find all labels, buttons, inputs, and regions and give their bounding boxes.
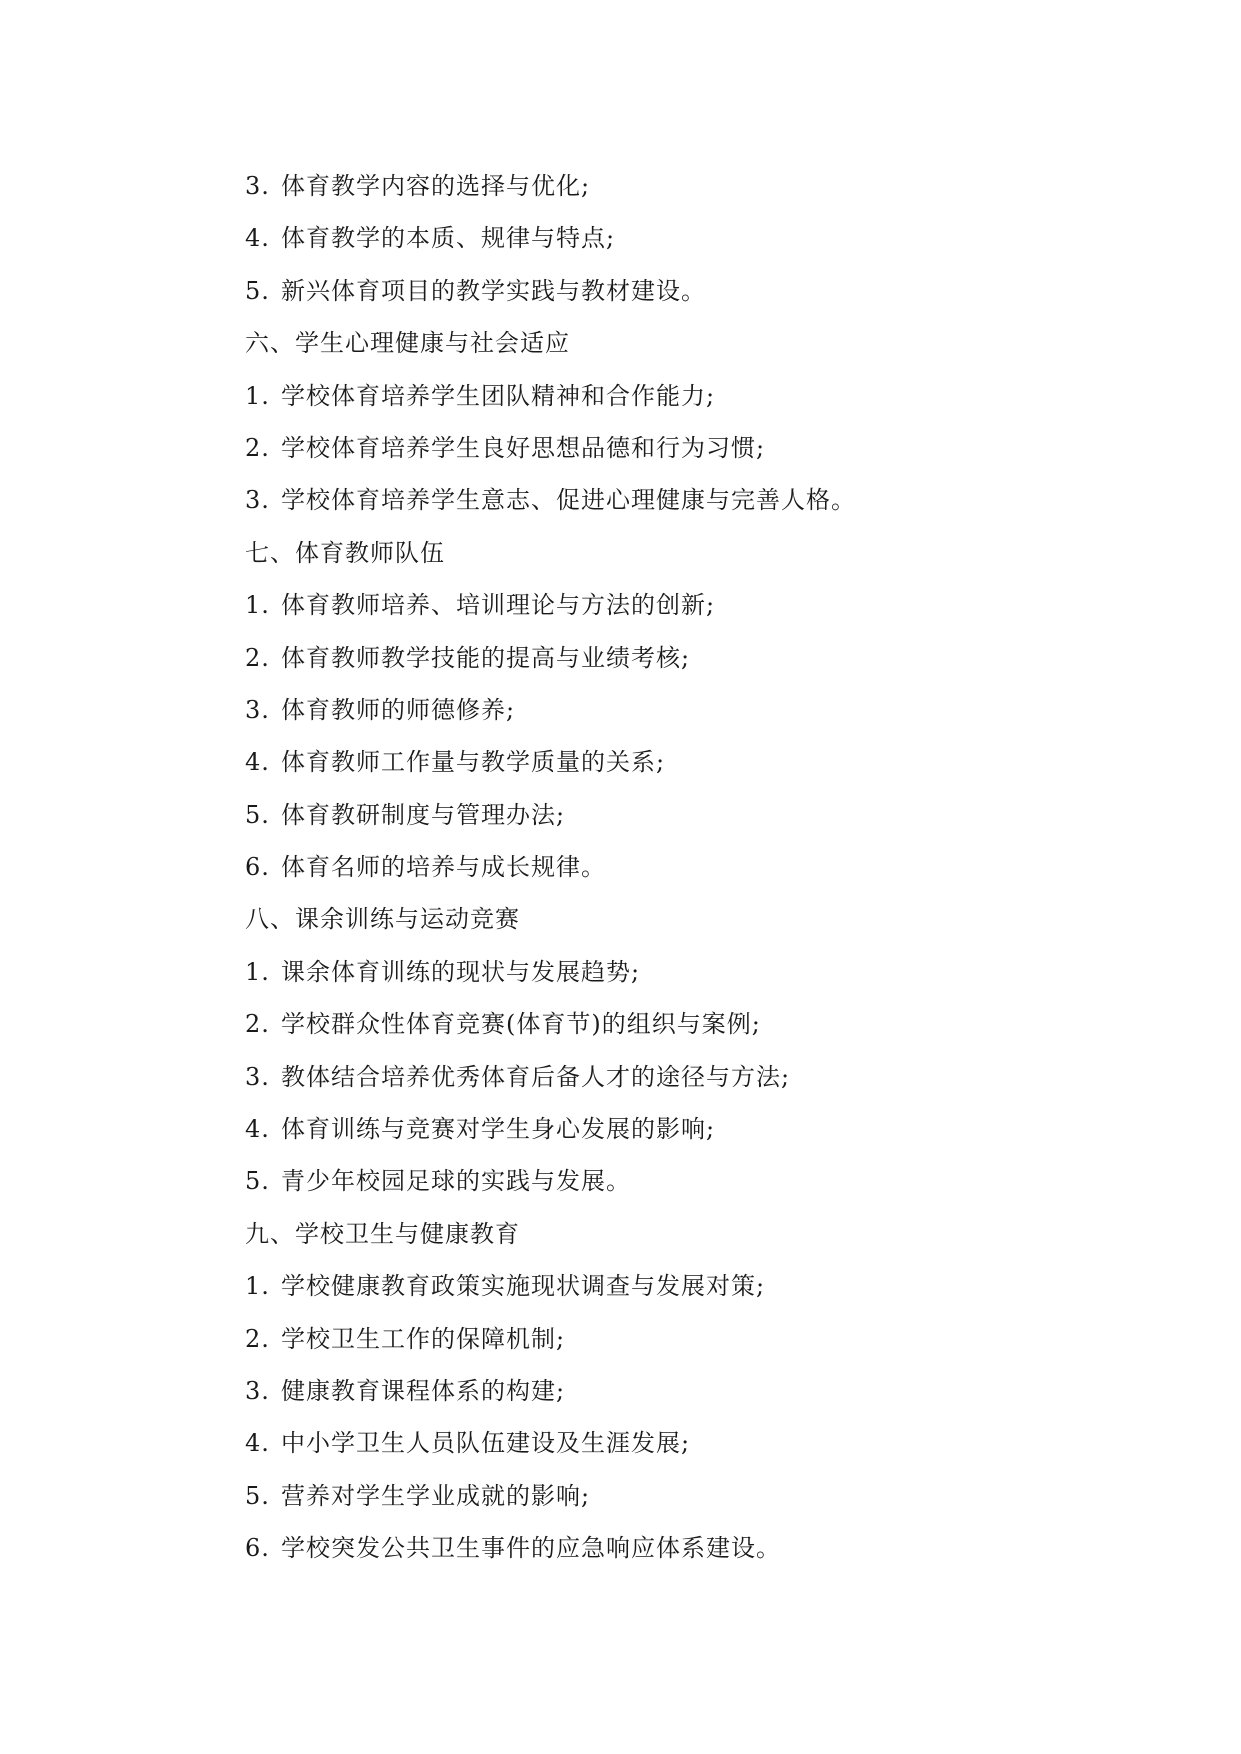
list-item-text: 学校健康教育政策实施现状调查与发展对策; [281,1272,766,1301]
list-item-number: 3. [245,695,270,724]
section-heading [245,527,1145,579]
list-item [245,632,1145,684]
list-item-text: 体育教师的师德修养; [281,695,516,724]
list-item [245,736,1145,788]
list-item-number: 4. [245,224,270,253]
list-item-number: 1. [245,1272,270,1301]
list-item-number: 4. [245,1429,270,1458]
list-item-text: 新兴体育项目的教学实践与教材建设。 [281,276,706,305]
list-item [245,1522,1145,1574]
list-item-text: 中小学卫生人员队伍建设及生涯发展; [281,1429,691,1458]
list-item-text: 课余体育训练的现状与发展趋势; [281,957,641,986]
list-item [245,265,1145,317]
list-item-text: 学校体育培养学生良好思想品德和行为习惯; [281,433,766,462]
list-item-number: 6. [245,853,270,882]
list-item-number: 2. [245,1324,270,1353]
list-item [245,998,1145,1050]
list-item [245,370,1145,422]
document-body [245,160,1145,1575]
list-item-text: 学校卫生工作的保障机制; [281,1324,566,1353]
list-item-number: 6. [245,1534,270,1563]
list-item-text: 体育教学内容的选择与优化; [281,172,591,200]
section-heading [245,1208,1145,1260]
list-item [245,946,1145,998]
list-item [245,160,1145,212]
list-item-number: 2. [245,433,270,462]
list-item [245,474,1145,526]
list-item-number: 3. [245,1376,270,1405]
list-item-number: 5. [245,1481,270,1510]
list-item-text: 体育训练与竞赛对学生身心发展的影响; [281,1115,716,1144]
list-item-number: 5. [245,800,270,829]
list-item-number: 1. [245,381,270,410]
list-item-text: 体育教师教学技能的提高与业绩考核; [281,643,691,672]
list-item-text: 学校体育培养学生团队精神和合作能力; [281,381,716,410]
list-item [245,422,1145,474]
list-item-text: 体育教师培养、培训理论与方法的创新; [281,591,716,620]
list-item-text: 教体结合培养优秀体育后备人才的途径与方法; [281,1062,791,1091]
list-item [245,684,1145,736]
list-item [245,1470,1145,1522]
list-item-number: 5. [245,1167,270,1196]
list-item-number: 2. [245,643,270,672]
list-item [245,212,1145,264]
section-heading [245,317,1145,369]
list-item-text: 青少年校园足球的实践与发展。 [281,1167,631,1196]
list-item-number: 3. [245,1062,270,1091]
list-item-number: 4. [245,748,270,777]
list-item [245,841,1145,893]
section-heading-text: 六、学生心理健康与社会适应 [245,329,570,358]
list-item [245,1260,1145,1312]
section-heading-text: 九、学校卫生与健康教育 [245,1219,520,1248]
list-item-text: 学校群众性体育竞赛(体育节)的组织与案例; [281,1010,761,1039]
list-item-text: 体育教学的本质、规律与特点; [281,224,616,253]
list-item-number: 3. [245,172,270,200]
list-item-number: 1. [245,591,270,620]
list-item [245,1365,1145,1417]
list-item [245,789,1145,841]
list-item [245,1103,1145,1155]
list-item-text: 体育教研制度与管理办法; [281,800,566,829]
section-heading-text: 八、课余训练与运动竞赛 [245,905,520,934]
list-item-number: 1. [245,957,270,986]
list-item-number: 2. [245,1010,270,1039]
list-item [245,579,1145,631]
list-item [245,1155,1145,1207]
list-item-text: 体育教师工作量与教学质量的关系; [281,748,666,777]
list-item-text: 健康教育课程体系的构建; [281,1376,566,1405]
list-item-text: 体育名师的培养与成长规律。 [281,853,606,882]
list-item-text: 学校体育培养学生意志、促进心理健康与完善人格。 [281,486,856,515]
list-item-number: 3. [245,486,270,515]
list-item [245,1313,1145,1365]
list-item-number: 5. [245,276,270,305]
list-item-text: 学校突发公共卫生事件的应急响应体系建设。 [281,1534,781,1563]
section-heading [245,893,1145,945]
list-item-number: 4. [245,1115,270,1144]
section-heading-text: 七、体育教师队伍 [245,538,445,567]
list-item-text: 营养对学生学业成就的影响; [281,1481,591,1510]
list-item [245,1417,1145,1469]
list-item [245,1051,1145,1103]
